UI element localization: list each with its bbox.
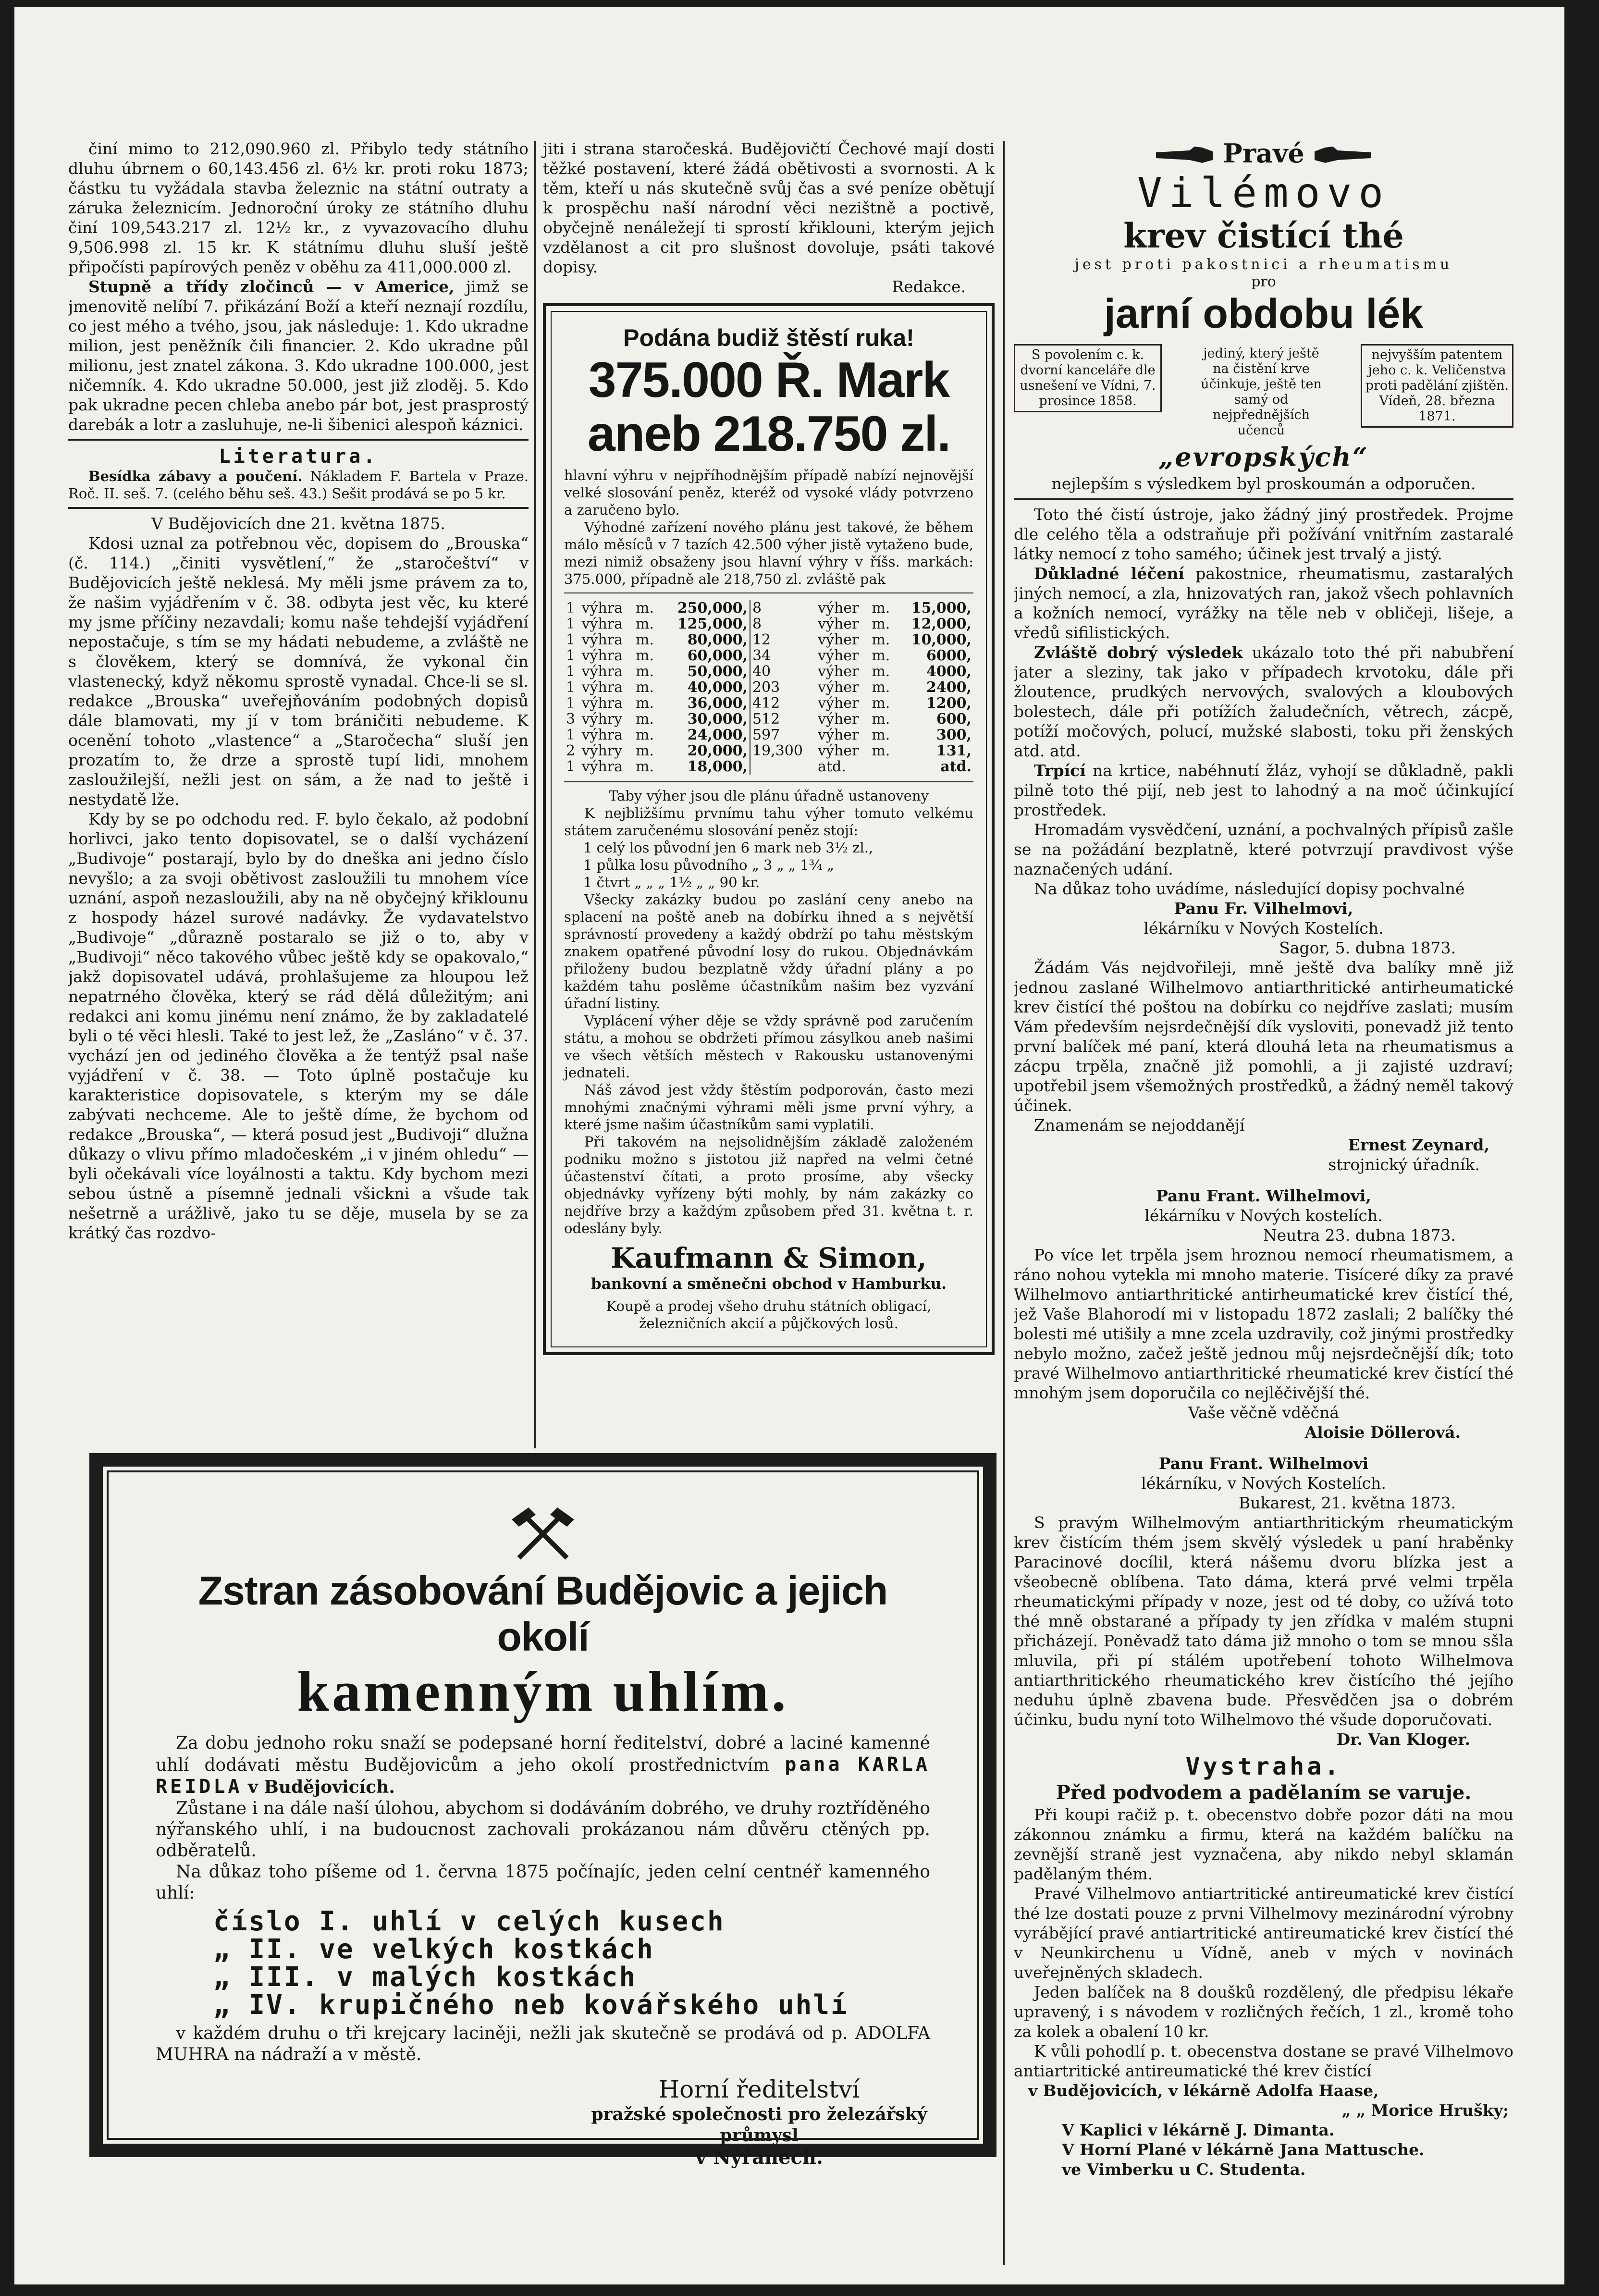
prize-cell: 40 (752, 663, 771, 680)
prize-row (564, 664, 973, 679)
letter1-role: strojnický úřadník. (1328, 1155, 1480, 1174)
prize-cell: 1 (566, 663, 576, 680)
coal-grade-list (156, 1908, 930, 2019)
prize-cell: 30,000, (660, 711, 750, 727)
prize-cell: 600, (936, 711, 972, 728)
prize-cell: výhra (581, 600, 623, 617)
prize-row (564, 600, 973, 616)
letter2-signature: Aloisie Döllerová. (1304, 1422, 1461, 1442)
letter3-recipient: Panu Frant. Wilhelmovi (1158, 1454, 1369, 1473)
pointing-hand-icon (1314, 141, 1371, 170)
tea-tested: nejlepším s výsledkem byl proskoumán a odporučen. (1051, 474, 1476, 493)
prize-cell: 1 (566, 600, 576, 617)
column-3 (1014, 139, 1513, 2253)
prize-cell: 597 (752, 727, 780, 743)
tea-p2-head: Důkladné léčení (1034, 564, 1184, 583)
letter1-recipient: Panu Fr. Vilhelmovi, (1174, 899, 1353, 918)
lottery-amount-marks: 375.000 Ř. Mark (588, 352, 949, 408)
warning-p4: K vůli pohodlí p. t. obecenstva dostane se pravé Vilhelmovo antiartritické antireumatické thé krev čistící (1014, 2041, 1513, 2080)
prize-cell: výhra (581, 647, 623, 664)
hammers-icon (156, 1505, 930, 1565)
lottery-fortune: Náš závod jest vždy štěstím podporován, často mezi mnohými značnými výhrami měli jsme první výhry, a které jsme našim účastníkům sami vyplatili. (564, 1082, 973, 1133)
coal-p3: Na důkaz toho píšeme od 1. června 1875 počínajíc, jeden celní centnéř kamenného uhlí: (156, 1862, 930, 1903)
prize-cell: 300, (936, 727, 972, 743)
lottery-intro: hlavní výhru v nejpříhodnějším případě nabízí nejnovější velké slosování peněz, kteréž od vysoké vlády potvrzeno a zaručeno bylo. (564, 467, 973, 518)
tea-brand: Vilémovo (1137, 169, 1390, 217)
literature-title: Besídka zábavy a poučení. (88, 468, 303, 484)
prize-cell: výher (818, 616, 859, 632)
prize-row (564, 648, 973, 664)
literature-body: Nákladem F. Bartela v Praze. Roč. II. seš. 7. (celého běhu seš. 43.) Sešit prodává se po 5 kr. (68, 468, 529, 502)
certificate-box: nejvyšším patentem jeho c. k. Veličenstva proti padělání zjištěn. Vídeň, 28. března 1871. (1361, 344, 1513, 428)
prize-cell: výher (818, 679, 859, 696)
tea-p6: Na důkaz toho uvádíme, následující dopisy pochvalné (1034, 879, 1465, 898)
prize-cell: 1 (566, 758, 576, 775)
letter1-body: Žádám Vás nejdvořileji, mně ještě dva balíky mně již jednou zaslané Wilhelmovo antiarthritické antirheumatické krev čistící thé poštou na dobírku co nejdříve zaslati; musím Vám především nejsrdečnější dík vysloviti, ponevadž již tento první balíček mé paní, která dlouhá leta na rheumatismus a zácpu trpěla, značně již pomohli, a ji zajisté uzdraví; upotřebil jsem všemožných prostředků, a žádný neměl takový účinek. (1014, 958, 1513, 1115)
prize-cell: 1 (566, 679, 576, 696)
letter2-recipient: Panu Frant. Wilhelmovi, (1156, 1186, 1371, 1205)
tea-p4-body: na krtice, nabéhnutí žláz, vyhojí se důkladně, pakli pilně toto thé pijí, neb jest to lahodný a na moč účinkující prostředek. (1014, 761, 1513, 819)
prize-cell: m. (872, 616, 890, 632)
prize-cell: 80,000, (660, 632, 750, 648)
tea-p4-head: Trpící (1034, 761, 1086, 780)
lottery-firm-subtitle: bankovní a směnečni obchod v Hamburku. (591, 1275, 947, 1293)
prize-cell: výhry (581, 711, 623, 728)
prize-cell: 6000, (926, 647, 972, 664)
prize-cell: m. (872, 600, 890, 617)
prize-cell: 40,000, (660, 679, 750, 695)
letter2-closing: Vaše věčně vděčná (1188, 1403, 1340, 1422)
tea-certificates (1014, 344, 1513, 440)
tea-p3-body: ukázalo toto thé při nabubření jater a sleziny, tak jako v případech krvotoku, dále při žloutence, prudkých nervových, svalových a kloubových bolestech, dále při potížích žaludečních, větrech, zácpě, potíží močových, polucí, mužské slabosti, toku při ženských atd. atd. (1014, 642, 1513, 760)
warning-p1: Při koupi račiž p. t. obecenstvo dobře pozor dáti na mou zákonnou známku a firmu, která na každém balíčku na zevnější straně jest vyznačena, aby nikdo nebyl sklamán padělaným thém. (1014, 1805, 1513, 1883)
tea-european: „evropských“ (1158, 441, 1369, 472)
reply-article-p2: Kdy by se po odchodu red. F. bylo čekalo, až podobní horlivci, jako tento dopisovatel, se o další vycházení „Budivoje“ postarají, bylo by do dneška ani jedno číslo nevyšlo; a za svoji obětivost zasloužili tu mnohem více uznání, aspoň nezasloužili, aby na ně obyčejný křiklounu z hospody házel surové nadávky. Že vydavatelstvo „Budivoje“ „důrazně postaralo se již o to, aby v „Budivoji“ něco takového vůbec ještě kdy se opakovalo,“ jakž dopisovatel udává, prohlašujeme za hloupou lež nepatrného člověka, který se rád dělá důležitým; ani redakci ani komu jinému není známo, že by zakladatelé byli o té věci hlesli. Také to jest lež, že „Zasláno“ v č. 37. vychází jen od jediného člověka a že tentýž psal naše vyjádření v č. 38. — Toto úplně postačuje ku karakteristice dopisovatele, s kterým my se dále zabývati nechceme. Ale to ještě díme, že bychom od redakce „Brouska“, — která posud jest „Budivoji“ dlužna důkazy o vlivu přímo mladočeském „i v jiném ohledu“ — byli očekávali více loyálnosti a taktu. Kdy bychom mezi sebou ústně a písemně jednali všickni a všude tak nešetrně a urážlivě, jako tu se děje, musela by se za krátký čas rozdvo- (68, 810, 529, 1242)
coal-grade-item: číslo I. uhlí v celých kusech (213, 1906, 725, 1937)
prize-cell: m. (636, 727, 654, 743)
coal-sig-line2: pražské společnosti pro železářský průmysl (591, 2104, 927, 2146)
coal-grade-item: „ IV. krupičného neb kovářského uhlí (213, 1989, 849, 2021)
letter3-body: S pravým Wilhelmovým antiarthritickým rheumatickým krev čistícím thém jsem skvělý výsledek u paní hraběnky Paracinové docílil, která nášemu dvoru blízka jest a všeobecně oblíbena. Tato dáma, která prvé velmi trpěla rheumatickými případy v noze, jest od té doby, co užívá toto thé mně obstarané a případy ty jen zřídka v malém stupni přicházejí. Poněvadž tato dáma již mnoho o tom se mnou sšla mluvila, při pí stálém upotřebení tohoto Wilhelmova antiarthritického rheumatického krev čistícího thé jejího neduhu úplně zbavena bude. Přesvědčen jsa o dobrém účinku, budu nyní toto Wilhelmovo thé všude doporučovati. (1014, 1513, 1513, 1729)
crime-article-heading: Stupně a třídy zločinců — v Americe, (88, 277, 455, 296)
prize-cell: 1 (566, 727, 576, 743)
prize-cell: 250,000, (660, 600, 750, 616)
dateline: V Budějovicích dne 21. května 1875. (151, 514, 445, 533)
stockist-3: V Kaplici v lékárně J. Dimanta. (1062, 2120, 1335, 2139)
prize-cell: 8 (752, 616, 762, 632)
lottery-plan-note: Taby výher jsou dle plánu úřadně ustanoveny (608, 788, 929, 804)
prize-cell: 131, (936, 742, 972, 759)
tea-p1: Toto thé čistí ústroje, jako žádný jiný prostředek. Projme dle celého těla a odstraňuje při požívání vnitřním zastaralé látky nemocí z toho samého; účinek jest trvalý a jistý. (1014, 505, 1513, 563)
lottery-amount-gulden: aneb 218.750 zl. (587, 406, 950, 462)
coal-p2: Zůstane i na dále naší úlohou, abychom si dodáváním dobrého, ve druhy roztříděného nýřanského uhlí, i na budoucnost zachovali prokázanou nám důvěru ctěných pp. odběratelů. (156, 1799, 930, 1861)
tea-p2 (1014, 564, 1513, 642)
prize-cell: m. (636, 600, 654, 617)
prize-cell: 125,000, (660, 616, 750, 632)
stockist-4: V Horní Plané v lékárně Jana Mattusche. (1062, 2140, 1425, 2159)
prize-cell: m. (872, 663, 890, 680)
prize-cell: výher (818, 711, 859, 728)
prize-row (564, 679, 973, 695)
prize-cell: 1200, (926, 695, 972, 712)
tea-p5: Hromadám vysvědčení, uznání, a pochvalných přípisů zašle se na požádání bezplatně, které potvrzují pravdivost výše naznačených udání. (1014, 820, 1513, 878)
warning-p3: Jeden balíček na 8 doušků rozdělený, dle předpisu lékaře upravený, i s návodem v rozličných řečích, 1 zl., kromě toho za kolek a obalení 10 kr. (1014, 1982, 1513, 2041)
tea-p2-body: pakostnice, rheumatismu, zastaralých jiných nemocí, a zla, hnizovatých ran, jakož všech pohlavních a kožních nemocí, vyrážky na těle neb v obličeji, lišeje, a vředů sifilistických. (1014, 564, 1513, 642)
prize-cell: m. (636, 631, 654, 648)
tea-ad-prave-text: Pravé (1223, 139, 1304, 169)
tea-p4 (1014, 761, 1513, 820)
coal-p4: v každém druhu o tři krejcary laciněji, nežli jak skutečně se prodává od p. ADOLFA MUHRA na nádraží a v městě. (156, 2024, 930, 2064)
prize-cell: 60,000, (660, 648, 750, 664)
letter1-signature: Ernest Zeynard, (1348, 1135, 1489, 1154)
prize-cell: výhra (581, 663, 623, 680)
column-rule (1003, 141, 1005, 2265)
divider (68, 439, 529, 441)
prize-cell: 19,300 (752, 742, 803, 759)
prize-cell: 24,000, (660, 727, 750, 743)
column-1 (68, 139, 529, 1451)
column-rule (534, 141, 536, 1448)
prize-cell: výher (818, 727, 859, 743)
prize-cell: 1 (566, 647, 576, 664)
stockist-2: „ „ Morice Hrušky; (1341, 2100, 1509, 2120)
lottery-headline: Podána budiž štěstí ruka! (623, 324, 914, 351)
tea-pro: pro (1251, 273, 1276, 290)
coal-dealer-name: KARLA REIDLA (156, 1753, 930, 1798)
lottery-advertisement (543, 303, 995, 1355)
prize-cell: 1 (566, 695, 576, 712)
prize-cell: m. (636, 695, 654, 712)
prize-cell: 512 (752, 711, 780, 728)
lottery-payout: Vyplácení výher děje se vždy správně pod zaručením státu, a mohou se obdržeti přímou zásylkou aneb našimi ve všech větších městech v Rakousku ustanovenými jednateli. (564, 1012, 973, 1081)
prize-cell: m. (872, 727, 890, 743)
prize-cell: 1 (566, 616, 576, 632)
prize-row (564, 632, 973, 648)
coal-sig-line3: v Nýřanech. (695, 2146, 823, 2169)
warning-title: Vystraha. (1185, 1752, 1342, 1780)
crime-article-body: jimž se jmenovitě nelíbí 7. přikázání Boží a kteří neznají rozdílu, co jest mého a tvého, jsou, jak následuje: 1. Kdo ukradne milion, jest peněžník čili financier. 2. Kdo ukradne půl milionu, jest znatel zákona. 3. Kdo ukradne 100.000, jest ničemník. 4. Kdo ukradne 50.000, jest již zloděj. 5. Kdo pak ukradne pecen chleba anebo pár bot, jest prasprostý darebák a lotr a zasluhuje, ne-li šibenici alespoň káznici. (68, 277, 529, 434)
prize-row (564, 695, 973, 711)
stockist-5: ve Vimberku u C. Studenta. (1062, 2160, 1306, 2179)
coal-headline-main: kamenným uhlím. (297, 1659, 789, 1723)
prize-cell: m. (636, 663, 654, 680)
lottery-price-half: 1 půlka losu původního „ 3 „ „ 1¾ „ (583, 857, 834, 873)
pointing-hand-icon (1156, 141, 1214, 170)
prize-cell: výhra (581, 758, 623, 775)
literature-notice (68, 468, 529, 502)
coal-headline: Zstran zásobování Budějovic a jejich okolí (198, 1568, 888, 1659)
prize-cell: 50,000, (660, 664, 750, 679)
letter2-body: Po více let trpěla jsem hroznou nemocí rheumatismem, a ráno nohou vytekla mi mnoho materie. Tisíceré díky za pravé Wilhelmovo antiarthritické antirheumatické krev čistící thé, jež Vaše Blahorodí mi v listopadu 1872 zaslali; 2 balíčky thé bolesti mé utišily a mne zcela uzdravily, což jinými prostředky nebylo možno, začež ještě jednou můj nejsrdečnější dík; toto pravé Wilhelmovo antiarthritické rheumatické krev čistící thé mnohým jsem doporučila co nejlěčivější thé. (1014, 1245, 1513, 1402)
column-2 (543, 139, 995, 1355)
prize-cell: m. (872, 742, 890, 759)
prize-cell: m. (872, 647, 890, 664)
prize-row (564, 616, 973, 632)
prize-cell: výher (818, 631, 859, 648)
prize-cell: výhra (581, 616, 623, 632)
lottery-deadline: Při takovém na nejsolidnějším základě založeném podniku možno s jistotou již napřed na velmi četné účastenství čítati, a proto prosíme, aby všecky objednávky vyřízeny býti mohly, by nám zakázky co nejdříve brzy a každým způsobem před 31. května t. r. odeslány byly. (564, 1134, 973, 1236)
crime-article (68, 277, 529, 434)
prize-cell: 10,000, (911, 631, 972, 648)
lottery-footer: Koupě a prodej všeho druhu státních obligací, železničních akcií a půjčkových losů. (606, 1298, 932, 1332)
certificate-box: jediný, který ještě na čistění krve účinkuje, ještě ten samý od nejpřednějších učenců (1201, 346, 1322, 438)
stockist-1: v Budějovicích, v lékárně Adolfa Haase, (1028, 2081, 1379, 2100)
coal-p1 (156, 1733, 930, 1798)
prize-cell: 3 (566, 711, 576, 728)
prize-cell: 8 (752, 600, 762, 617)
tea-purpose: jest proti pakostnici a rheumatismu (1074, 256, 1453, 273)
prize-cell: 4000, (926, 663, 972, 680)
prize-row (564, 711, 973, 727)
prize-cell: m. (636, 758, 654, 775)
editorial-signature: Redakce. (892, 277, 966, 296)
prize-cell: m. (636, 711, 654, 728)
prize-cell: 12 (752, 631, 771, 648)
coal-p1-text: Za dobu jednoho roku snaží se podepsané horní ředitelství, dobré a laciné kamenné uhlí dodávati městu Budějovicům a jeho okolí prostřednictvím (156, 1733, 930, 1775)
coal-grade-item: „ III. v malých kostkách (213, 1962, 637, 1993)
prize-cell: 34 (752, 647, 771, 664)
prize-cell (870, 759, 896, 775)
tea-ad-prave (1014, 139, 1513, 170)
coal-signature (588, 2075, 930, 2169)
prize-cell: 18,000, (660, 759, 750, 775)
coal-dealer-location: v Budějovicích. (247, 1777, 395, 1797)
tea-spring-remedy: jarní obdobu lék (1104, 290, 1424, 337)
prize-cell: 20,000, (660, 743, 750, 759)
prize-cell: m. (636, 647, 654, 664)
divider (68, 507, 529, 509)
coal-advertisement (89, 1453, 996, 2169)
divider (564, 781, 973, 782)
coal-sig-line1: Horní ředitelství (658, 2075, 860, 2103)
prize-cell: atd. (818, 758, 846, 775)
certificate-box: S povolením c. k. dvorní kanceláře dle usnešení ve Vídni, 7. prosince 1858. (1014, 344, 1162, 412)
letter3-signature: Dr. Van Kloger. (1336, 1729, 1470, 1749)
prize-row (564, 743, 973, 759)
prize-cell: výher (818, 647, 859, 664)
prize-cell: výher (818, 742, 859, 759)
letter1-closing: Znamenám se nejoddanějí (1034, 1115, 1245, 1135)
prize-cell: 203 (752, 679, 780, 696)
newspaper-page (14, 7, 1564, 2284)
letter3-location: lékárníku, v Nových Kostelích. (1141, 1473, 1386, 1493)
prize-cell: 1 (566, 631, 576, 648)
prize-cell: výhry (581, 742, 623, 759)
letter2-date: Neutra 23. dubna 1873. (1263, 1225, 1456, 1245)
lottery-price-whole: 1 celý los původní jen 6 mark neb 3½ zl., (583, 839, 873, 856)
warning-heading: Před podvodem a padělaním se varuje. (1056, 1781, 1472, 1804)
prize-cell: výhra (581, 679, 623, 696)
divider (1014, 498, 1513, 500)
prize-cell: 2400, (926, 679, 972, 696)
prize-table (564, 600, 973, 775)
prize-cell: m. (636, 679, 654, 696)
prize-cell: výher (818, 663, 859, 680)
letter2-location: lékárníku v Nových kostelích. (1144, 1206, 1383, 1225)
prize-row (564, 727, 973, 743)
lottery-plan: Výhodné zařízení nového plánu jest takové, že během málo měsíců v 7 tazích 42.500 výher jistě vytaženo bude, mezi nimiž obsaženy jsou hlavní výhry v říšs. markách: 375.000, případně ale 218,750 zl. zvláště pak (564, 519, 973, 587)
prize-cell: m. (872, 631, 890, 648)
reply-article-p1: Kdosi uznal za potřebnou věc, dopisem do „Brouska“ (č. 114.) „činiti vysvětlení,“ že „staročeštví“ v Budějovicích ještě neklesá. My měli jsme právem za to, že našim vyjádřením v č. 38. odbyta jest věc, ku které my jsme příčiny nezavdali; komu naše tehdejší vyjádření nepostačuje, s tím se my hádati nebudeme, a zvláště ne s člověkem, který se domnívá, že vykonal čin vlastenecký, když někomu sprostě vynadal. Chce-li se sl. redakce „Brouska“ uveřejňováním podobných dopisů dále blamovati, my jí v tom bráničiti nebudeme. K ocenění tohoto „vlastence“ a „Staročecha“ sluší jen prozatím to, že drze a sprostě tupí lidi, mnohem zasloužilejší, nežli jest on sám, a že nad to ještě i nestydatě lže. (68, 534, 529, 809)
prize-cell: 36,000, (660, 695, 750, 711)
tea-subtitle: krev čistící thé (1123, 215, 1404, 256)
prize-cell: m. (872, 711, 890, 728)
lottery-price-quarter: 1 čtvrt „ „ „ 1½ „ „ 90 kr. (583, 874, 760, 890)
prize-cell: m. (636, 616, 654, 632)
prize-cell: 12,000, (911, 616, 972, 632)
prize-row (564, 759, 973, 775)
warning-p2: Pravé Vilhelmovo antiartritické antireumatické krev čistící thé lze dostati pouze z prvni Vilhelmovy mezinárodní výrobny vyrábějící pravé antiartritické antireumatické krev čistící thé v Neunkirchenu u Vídně, aneb v mých v novinách uveřejněných skladech. (1014, 1884, 1513, 1982)
tea-p3 (1014, 642, 1513, 761)
literature-heading: Literatura. (219, 445, 378, 468)
letter1-location: lékárníku v Nových Kostelích. (1144, 918, 1384, 938)
prize-cell: výhra (581, 695, 623, 712)
prize-cell (750, 759, 816, 775)
prize-cell: výhra (581, 727, 623, 743)
prize-cell: výher (818, 600, 859, 617)
prize-cell: atd. (940, 758, 972, 775)
letter1-date: Sagor, 5. dubna 1873. (1279, 938, 1456, 957)
prize-cell: výhra (581, 631, 623, 648)
tea-p3-head: Zvláště dobrý výsledek (1034, 642, 1243, 662)
coal-grade-item: „ II. ve velkých kostkách (213, 1934, 654, 1965)
coal-pana: pana (785, 1753, 843, 1776)
prize-cell: 2 (566, 742, 576, 759)
lottery-firm: Kaufmann & Simon, (611, 1242, 927, 1274)
lottery-prices-intro: K nejbližšímu prvnímu tahu výher tomuto velkému státem zaručenému slosování peněz stojí: (564, 805, 973, 839)
prize-cell: m. (872, 695, 890, 712)
prize-cell: 15,000, (911, 600, 972, 617)
prize-cell: m. (636, 742, 654, 759)
reply-article-continued: jiti i strana staročeská. Budějovičtí Čechové mají dosti těžké postavení, které žádá obětivosti a svornosti. A k těm, kteří u nás skutečně svůj čas a své peníze obětují k prospěchu naší národní věci nezištně a poctivě, obyčejně nenáležejí ti sprostí křiklouni, kterým jejich vzdělanost a cit pro slušnost dovoluje, psáti takové dopisy. (543, 139, 995, 276)
lottery-orders: Všecky zakázky budou po zaslání ceny anebo na splacení na poště aneb na dobírku ihned a s největší správností provedeny a každý obdrží po tahu městským znakem opatřené původní losy do rukou. Objednávkám přiloženy budou bezplatně vždy úřadní plány a po každém tahu poslěme účastníkům našim bez vyzvání úřadní listiny. (564, 891, 973, 1012)
prize-cell: m. (872, 679, 890, 696)
prize-cell: 412 (752, 695, 780, 712)
letter3-date: Bukarest, 21. května 1873. (1239, 1493, 1456, 1512)
state-debt-article: činí mimo to 212,090.960 zl. Přibylo tedy státního dluhu úbrnem o 60,143.456 zl. 6½ kr. proti roku 1873; částku tu vyžádala stavba železnic na státní outraty a záruka železnicím. Jednoroční úroky ze státního dluhu činí 109,543.217 zl. 12½ kr., z vyvazovacího dluhu 9,506.998 zl. 15 kr. K státnímu dluhu sluší ještě připočísti papírových peněz v oběhu za 411,000.000 zl. (68, 139, 529, 276)
prize-cell: výher (818, 695, 859, 712)
